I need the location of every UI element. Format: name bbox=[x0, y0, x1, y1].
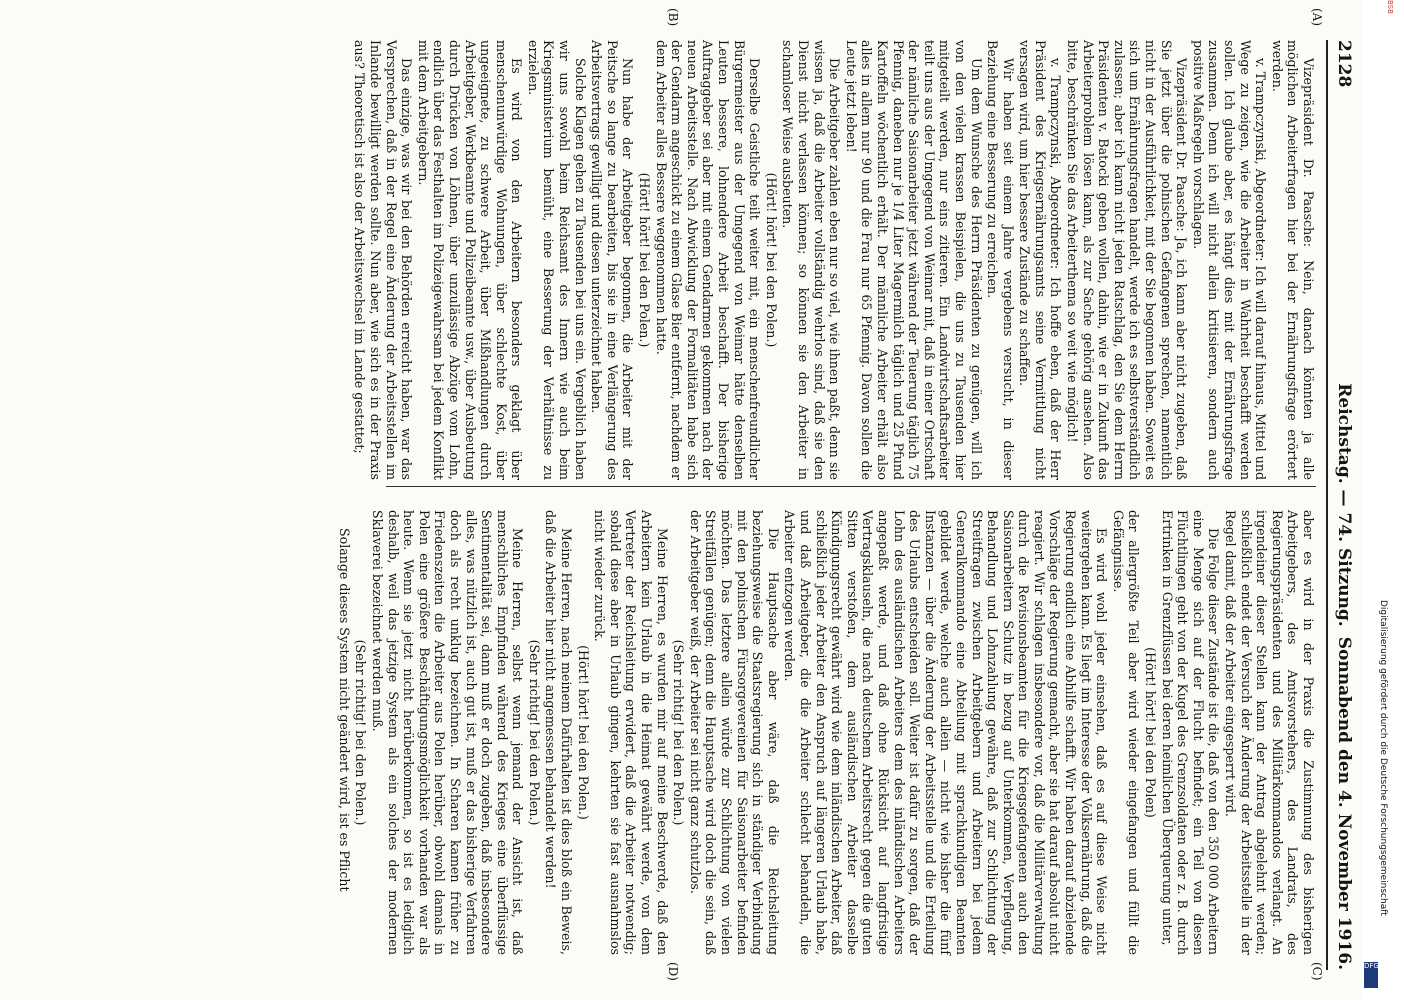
margin-marker-c: (C) bbox=[1310, 962, 1324, 981]
interjection: (Hört! hört! bei den Polen.) bbox=[575, 645, 591, 820]
paragraph: Die Hauptsache aber wäre, daß die Reichsleitung beziehungsweise die Staatsregierung sich in ständiger Verbindung mit den polnischen Fürsorgevereinen für Saisonarbeiter befinden möchten. Das letztere allein würde zur Schlichtung von vielen Streitfällen genügen; denn die Hauptsache wird doch die sein, daß der Arbeitgeber weiß, der Arbeiter sei nicht ganz schutzlos. bbox=[687, 510, 781, 955]
paragraph: Meine Herren, nach meinem Dafürhalten ist dies bloß ein Beweis, daß die Arbeiter hier nicht angemessen behandelt werden! bbox=[543, 510, 575, 955]
column-divider bbox=[386, 486, 1316, 487]
interjection: (Hört! hört! bei den Polen.) bbox=[763, 172, 779, 348]
paragraph: Es wird wohl jeder einsehen, daß es auf diese Weise nicht weitergehen kann. Es liegt im Interesse der Volksernährung, daß die Regierung endlich eine Abhilfe schafft. Wir haben darauf abzielende Vorschläge der Regierung gemacht, aber sie hat darauf absolut nicht reagiert. Wir schlagen insbesondere vor, daß die Militärverwaltung durch die Revisionsbeamten für die Kriegsgefangenen auch den Saisonarbeitern Schutz in bezug auf Unterkommen, Verpflegung, Behandlung und Lohnzahlung gewähre, daß zur Schlichtung der Streitfragen zwischen Arbeitgebern und Arbeitern bei jedem Generalkommando eine Abteilung mit sprachkundigen Beamten gebildet werde, welche auch allein — nicht wie bisher die fünf Instanzen — über die Änderung der Arbeitsstelle und die Erteilung des Urlaubs entscheiden soll. Weiter ist dafür zu sorgen, daß der Lohn des ausländischen Arbeiters dem des inländischen Arbeiters angepaßt werde, und daß ohne Rücksicht auf langfristige Vertragsklauseln, die nach deutschem Arbeitsrecht gegen die guten Sitten verstoßen, dem ausländischen Arbeiter dasselbe Kündigungsrecht gewährt wird wie dem inländischen Arbeiter, daß schließlich jeder Arbeiter den Anspruch auf längeren Urlaub habe, und daß Arbeitgeber, die die Arbeiter schlecht behandeln, die Arbeiter entzogen werden. bbox=[782, 510, 1110, 955]
paragraph: Das einzige, was wir bei den Behörden erreicht haben, war das Versprechen, daß in der Regel eine Änderung der Arbeitsstellen im Inlande bewilligt werden sollte. Nun aber, wie sich es in der Praxis aus? Theoretisch ist also der Arbeitswechsel im Lande gestattet; bbox=[352, 40, 415, 480]
digitization-credit-strip bbox=[1362, 0, 1404, 1000]
paragraph: Die Arbeitgeber zahlen eben nur so viel, wie ihnen paßt, denn sie wissen ja, daß die Arbeiter vollständig wehrlos sind, daß sie den Dienst nicht verlassen können; so können sie den Arbeiter in schamloser Weise ausbeuten. bbox=[780, 40, 843, 480]
paragraph: Solche Klagen gehen zu Tausenden bei uns ein. Vergeblich haben wir uns sowohl beim Reichsamt des Innern wie auch beim Kriegsministerium bemüht, eine Besserung der Verhältnisse zu erzielen. bbox=[525, 40, 588, 480]
interjection: (Sehr richtig! bei den Polen.) bbox=[671, 639, 687, 826]
paragraph: Vizepräsident Dr. Paasche: Ja, ich kann aber nicht zugeben, daß Sie jetzt über die polnischen Gefangenen sprechen, namentlich nicht in der Ausführlichkeit, mit der Sie begonnen haben. Soweit es sich um Ernährungsfragen handelt, werde ich es selbstverständlich zulassen; aber ich kann nicht jeden Ratschlag, den Sie dem Herrn Präsidenten v. Batocki geben wollen, dahin, wie er in Zukunft das Arbeiterproblem lösen kann, als zur Sache gehörig ansehen. Also bitte, beschränken Sie das Arbeiterthema so weit wie möglich! bbox=[1065, 40, 1190, 480]
paragraph: Derselbe Geistliche teilt weiter mit, ein menschenfreundlicher Bürgermeister aus der Umgegend von Weimar hätte denselben Leuten bessere, lohnendere Arbeit beschafft. Der bisherige Auftraggeber sei aber mit einem Gendarmen gekommen nach der neuen Arbeitsstelle. Nach Abwicklung der Formalitäten habe sich der Gendarm angeschickt zu einem Glase Bier entfernt, nachdem er dem Arbeiter alles Bessere weggenommen hatte. bbox=[653, 40, 763, 480]
margin-marker-d: (D) bbox=[666, 962, 680, 981]
digitization-credit: Digitalisierung gefördert durch die Deutsche Forschungsgemeinschaft bbox=[1378, 600, 1388, 916]
paragraph: Vizepräsident Dr. Paasche: Nein, danach könnten ja alle möglichen Arbeiterfragen hier bei der Ernährungsfrage erörtert werden. bbox=[1269, 40, 1316, 480]
paragraph: Die Folge dieser Zustände ist die, daß von den 350 000 Arbeitern eine Menge sich auf der Flucht befindet; ein Teil von diesen Flüchtlingen geht von der Kugel des Grenzsoldaten oder z. B. durch Ertrinken in Grenzflüssen bei deren heimlichen Überquerung unter, bbox=[1159, 510, 1222, 955]
margin-marker-a: (A) bbox=[1310, 8, 1324, 27]
right-text-column bbox=[336, 510, 1316, 955]
interjection: (Hört! hört! bei den Polen.) bbox=[637, 172, 653, 348]
paragraph: der allergrößte Teil aber wird wieder eingefangen und füllt die Gefängnisse. bbox=[1110, 510, 1142, 955]
session-title: Reichstag. — 74. Sitzung. bbox=[1334, 383, 1354, 627]
paragraph: Um dem Wunsche des Herrn Präsidenten zu genügen, will ich von den vielen krassen Beispielen, die uns zu Tausenden hier mitgeteilt werden, nur eins zitieren. Ein Landwirtschaftsarbeiter teilt uns aus der Umgegend von Weimar mit, daß in einer Ortschaft der nämliche Saisonarbeiter jetzt während der Teuerung täglich 75 Pfennig, daneben nur je 1/4 Liter Magermilch täglich und 25 Pfund Kartoffeln wöchentlich erhält. Der männliche Arbeiter erhält also alles in allem nur 90 und die Frau nur 65 Pfennig. Davon sollen die Leute jetzt leben! bbox=[843, 40, 984, 480]
paragraph: v. Trampczynski, Abgeordneter: Ich hoffe eben, daß der Herr Präsident des Kriegsernährungsamts seine Vermittlung nicht versagen wird, um hier bessere Zustände zu schaffen. bbox=[1017, 40, 1064, 480]
interjection: (Hört! hört! bei den Polen) bbox=[1143, 647, 1159, 818]
session-date: Sonnabend den 4. November 1916. bbox=[1334, 636, 1354, 970]
paragraph: Es wird von den Arbeitern besonders geklagt über menschenunwürdige Wohnungen, über schlechte Kost, über ungeeignete, zu schwere Arbeit, über Mißhandlungen durch Arbeitgeber, Werkbeamte und Polizeibeamte usw., über Ausbeutung durch Drücken von Löhnen, über unzulässige Abzüge vom Lohn, endlich über das Festhalten im Polizeigewahrsam bei jedem Konflikt mit dem Arbeitgebern. bbox=[415, 40, 525, 480]
paragraph: v. Trampczynski, Abgeordneter: Ich will darauf hinaus, Mittel und Wege zu zeigen, wie die Arbeiter in Wahrheit beschafft werden sollen. Ich glaube aber, es hängt dies mit der Ernährungsfrage zusammen. Denn ich will nicht allein kritisieren, sondern auch positive Maßregeln vorschlagen. bbox=[1190, 40, 1269, 480]
page-number: 2128 bbox=[1334, 40, 1354, 88]
paragraph: Solange dieses System nicht geändert wird, ist es Pflicht bbox=[336, 528, 352, 892]
margin-marker-b: (B) bbox=[666, 8, 680, 27]
left-text-column bbox=[352, 40, 1316, 480]
dfg-logo: DFG bbox=[1364, 962, 1378, 988]
paragraph: aber es wird in der Praxis die Zustimmung des bisherigen Arbeitgebers, des Amtsvorstehers, des Landrats, des Regierungspräsidenten und des Militärkommandos verlangt. An irgendeiner dieser Stellen kann der Antrag abgelehnt werden; schließlich endet der Versuch der Änderung der Arbeitsstelle in der Regel damit, daß der Arbeiter eingesperrt wird. bbox=[1223, 510, 1316, 955]
bsb-mark: BSB bbox=[1386, 0, 1394, 14]
paragraph: Nun habe der Arbeitgeber begonnen, die Arbeiter mit der Peitsche so lange zu bearbeiten, bis sie in eine Verlängerung des Arbeitsvertrags gewilligt und diesen unterzeichnet haben. bbox=[589, 40, 636, 480]
interjection: (Sehr richtig! bei den Polen.) bbox=[353, 639, 369, 826]
paragraph: Wir haben seit einem Jahre vergebens versucht, in dieser Beziehung eine Besserung zu erreichen. bbox=[985, 40, 1016, 480]
interjection: (Sehr richtig! bei den Polen.) bbox=[526, 639, 542, 826]
paragraph: Meine Herren, es wurden mir auf meine Beschwerde, daß den Arbeitern kein Urlaub in die Heimat gewährt werde, von dem Vertreter der Reichsleitung erwidert, daß die Arbeiter notwendig; sobald diese aber in Urlaub gingen, kehrten sie fast ausnahmslos nicht wieder zurück. bbox=[592, 510, 670, 955]
paragraph: Meine Herren, selbst wenn jemand der Ansicht ist, daß menschliches Empfinden während des Krieges eine überflüssige Sentimentalität sei, dann muß er doch zugeben, daß insbesondere alles, was nützlich ist, auch gut ist, muß er das bisherige Verfahren doch als recht unklug bezeichnen. In Scharen kamen früher zu Friedenszeiten die Arbeiter aus Polen herüber, obwohl damals in Polen eine größere Beschäftigungsmöglichkeit vorhanden war als heute. Wenn sie jetzt nicht herüberkommen, so ist es lediglich deshalb, weil das jetzige System als ein solches der modernen Sklaverei bezeichnet werden muß. bbox=[369, 510, 526, 955]
